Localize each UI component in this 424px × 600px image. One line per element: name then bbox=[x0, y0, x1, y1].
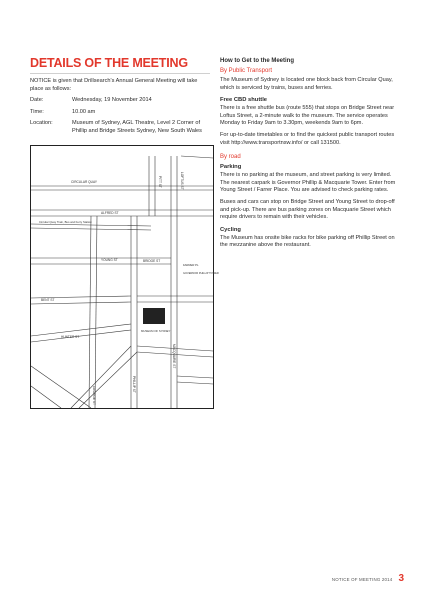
map-label-bridge: BRIDGE ST bbox=[143, 259, 161, 263]
map-label-railway: Circular Quay Train, Bus and Ferry Station bbox=[39, 220, 92, 224]
date-value: Wednesday, 19 November 2014 bbox=[72, 97, 152, 104]
map-label-governor: GOVERNOR PHILLIP TOWER bbox=[183, 272, 219, 275]
date-row bbox=[30, 97, 210, 105]
map-label-bent: BENT ST bbox=[41, 298, 55, 302]
transport-info-text: For up-to-date timetables or to find the quickest public transport routes visit http://www.transportnsw.info/ or call 131500. bbox=[220, 131, 395, 146]
map-label-george: GEORGE ST bbox=[92, 386, 96, 405]
page-number: 3 bbox=[398, 573, 404, 584]
parking-text: There is no parking at the museum, and street parking is very limited. The nearest carpark is Governor Phillip & Macquarie Tower. Enter from Young Street / Farrer Place. You are advised to check parking rates. bbox=[220, 172, 396, 194]
location-map bbox=[30, 145, 219, 409]
map-label-pitt: PITT ST bbox=[158, 176, 162, 188]
map-label-museum: MUSEUM OF SYDNEY bbox=[141, 329, 171, 333]
map-label-young: YOUNG ST bbox=[101, 258, 118, 262]
map-label-macquarie: MACQUARIE ST bbox=[172, 344, 176, 369]
museum-marker bbox=[143, 308, 165, 324]
location-row bbox=[30, 120, 210, 135]
location-label: Location: bbox=[30, 120, 53, 127]
map-label-hunter: HUNTER ST bbox=[61, 335, 80, 339]
public-transport-text: The Museum of Sydney is located one block back from Circular Quay, which is serviced by trains, buses and ferries. bbox=[220, 77, 393, 91]
directions-heading: How to Get to the Meeting bbox=[220, 58, 294, 64]
map-label-loftus: LOFTUS ST bbox=[180, 172, 184, 190]
page-footer bbox=[332, 573, 404, 584]
map-label-alfred: ALFRED ST bbox=[101, 211, 119, 215]
notice-text: NOTICE is given that Drillsearch's Annual General Meeting will take place as follows: bbox=[30, 78, 198, 92]
time-value: 10.00 am bbox=[72, 108, 96, 115]
map-label-farrer: FARRER PL bbox=[183, 263, 199, 267]
public-transport-title: By Public Transport bbox=[220, 68, 273, 74]
by-road-title: By road bbox=[220, 154, 241, 161]
details-column bbox=[30, 56, 210, 140]
cbd-shuttle-text: There is a free shuttle bus (route 555) that stops on Bridge Street near Loftus Street, a 2-minute walk to the museum. The service operates Monday to Friday 9am to 3.30pm, weekends 9am to 6pm. bbox=[220, 105, 395, 127]
cbd-shuttle-title: Free CBD shuttle bbox=[220, 97, 268, 104]
dropoff-text: Buses and cars can stop on Bridge Street and Young Street to drop-off and pick-up. There are bus parking zones on Macquarie Street which require drivers to remain with their vehicles. bbox=[220, 198, 395, 221]
map-label-circular-quay: CIRCULAR QUAY bbox=[71, 180, 97, 184]
parking-title: Parking bbox=[220, 164, 242, 171]
date-label: Date: bbox=[30, 97, 44, 104]
section-title: DETAILS OF THE MEETING bbox=[30, 56, 188, 70]
time-row bbox=[30, 109, 210, 117]
time-label: Time: bbox=[30, 108, 44, 115]
location-value: Museum of Sydney, AGL Theatre, Level 2 Corner of Phillip and Bridge Streets Sydney, New South Wales bbox=[72, 120, 202, 134]
street-map-svg bbox=[31, 146, 219, 408]
directions-column bbox=[220, 57, 400, 254]
cycling-title: Cycling bbox=[220, 226, 241, 233]
map-label-phillip: PHILLIP ST bbox=[132, 376, 136, 393]
cycling-text: The Museum has onsite bike racks for bike parking off Phillip Street on the mezzanine above the restaurant. bbox=[220, 234, 395, 249]
title-divider bbox=[30, 73, 210, 74]
footer-label: NOTICE OF MEETING 2014 bbox=[331, 577, 393, 582]
